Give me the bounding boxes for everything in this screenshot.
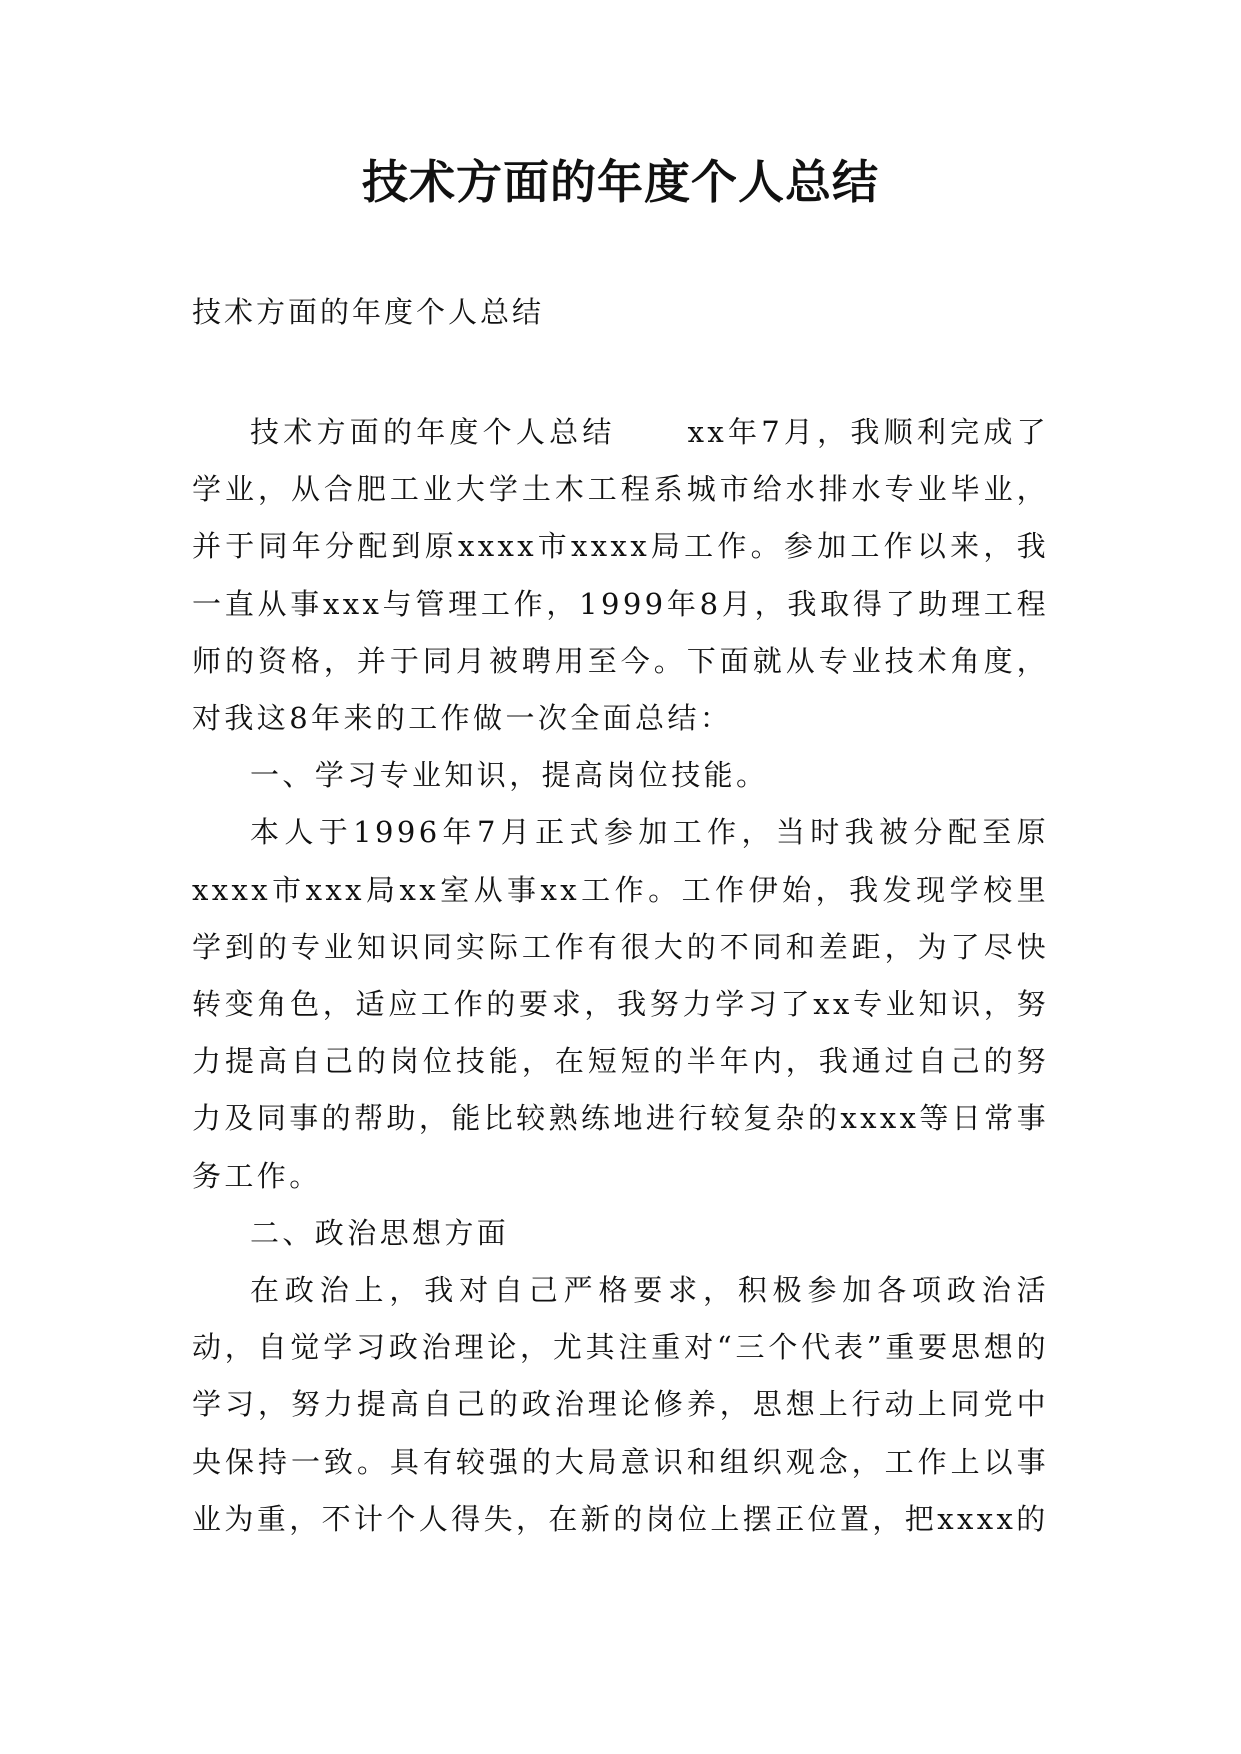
intro-lead: 技术方面的年度个人总结 [250, 415, 616, 449]
section-2-paragraph: 在政治上，我对自己严格要求，积极参加各项政治活动，自觉学习政治理论，尤其注重对“三个代表”重要思想的学习，努力提高自己的政治理论修养，思想上行动上同党中央保持一致。具有较强的大局意识和组织观念，工作上以事业为重，不计个人得失，在新的岗位上摆正位置，把xxxx的 [192, 1273, 1049, 1536]
section-1-paragraph: 本人于1996年7月正式参加工作，当时我被分配至原xxxx市xxx局xx室从事xx工作。工作伊始，我发现学校里学到的专业知识同实际工作有很大的不同和差距，为了尽快转变角色，适应工作的要求，我努力学习了xx专业知识，努力提高自己的岗位技能，在短短的半年内，我通过自己的努力及同事的帮助，能比较熟练地进行较复杂的xxxx等日常事务工作。 [192, 815, 1049, 1193]
section-2-heading: 二、政治思想方面 [250, 1215, 510, 1250]
intro-text: xx年7月，我顺利完成了学业，从合肥工业大学土木工程系城市给水排水专业毕业，并于同年分配到原xxxx市xxxx局工作。参加工作以来，我一直从事xxx与管理工作，1999年8月，我取得了助理工程师的资格，并于同月被聘用至今。下面就从专业技术角度，对我这8年来的工作做一次全面总结： [192, 415, 1049, 736]
document-body [192, 404, 1049, 1548]
section-1-heading: 一、学习专业知识，提高岗位技能。 [250, 758, 769, 793]
document-title: 技术方面的年度个人总结 [362, 155, 879, 209]
intro-paragraph [192, 404, 1049, 747]
document-subtitle: 技术方面的年度个人总结 [192, 295, 545, 329]
